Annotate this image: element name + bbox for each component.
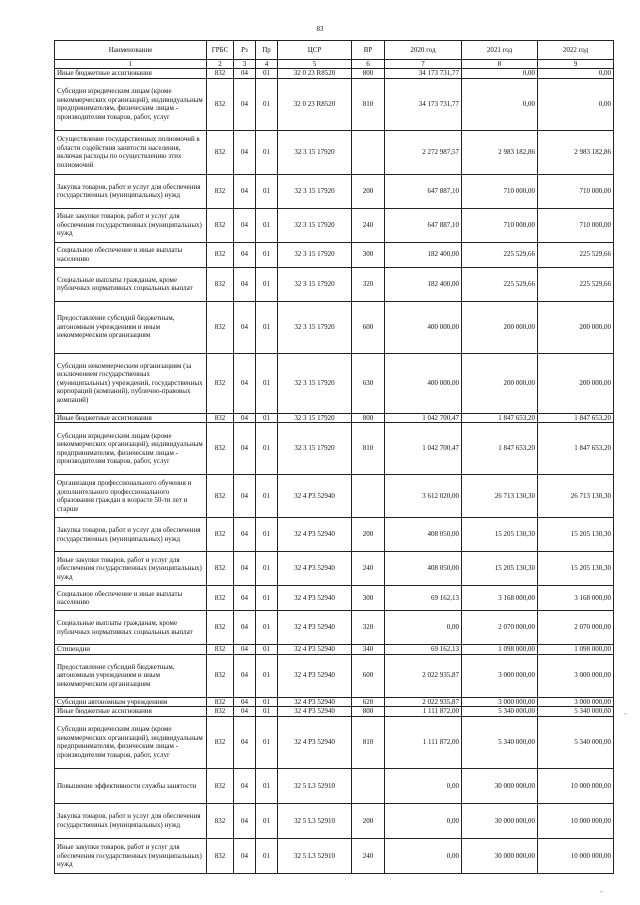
cell-vr: 800 <box>352 707 385 717</box>
cell-rz: 04 <box>234 301 256 353</box>
cell-2021: 200 000,00 <box>462 301 538 353</box>
table-row <box>55 518 614 552</box>
budget-table <box>54 40 614 874</box>
table-row <box>55 716 614 768</box>
cell-name: Закупка товаров, работ и услуг для обеспечения государственных (муниципальных) нужд <box>55 174 207 208</box>
cell-rz: 04 <box>234 552 256 586</box>
header-2020: 2020 год <box>385 41 462 60</box>
cell-rz: 04 <box>234 267 256 301</box>
cell-rz: 04 <box>234 413 256 423</box>
cell-pr: 01 <box>256 242 278 267</box>
cell-csr: 32 4 P3 52940 <box>278 611 352 645</box>
cell-pr: 01 <box>256 69 278 79</box>
header-pr: Пр <box>256 41 278 60</box>
cell-2022: 1 847 653,20 <box>538 423 614 475</box>
cell-pr: 01 <box>256 654 278 697</box>
cell-csr: 32 0 23 R8520 <box>278 78 352 130</box>
column-number-row <box>55 60 614 69</box>
cell-grbs: 832 <box>207 518 234 552</box>
cell-2022: 225 529,66 <box>538 242 614 267</box>
scan-mark-right: ~ <box>624 712 628 718</box>
cell-csr: 32 4 P3 52940 <box>278 475 352 518</box>
cell-name: Иные бюджетные ассигнования <box>55 413 207 423</box>
cell-pr: 01 <box>256 611 278 645</box>
cell-pr: 01 <box>256 413 278 423</box>
cell-2020: 182 400,00 <box>385 267 462 301</box>
cell-rz: 04 <box>234 423 256 475</box>
cell-rz: 04 <box>234 645 256 655</box>
cell-rz: 04 <box>234 174 256 208</box>
cell-csr: 32 3 15 17920 <box>278 130 352 174</box>
cell-2021: 1 098 000,00 <box>462 645 538 655</box>
cell-pr: 01 <box>256 716 278 768</box>
cell-grbs: 832 <box>207 353 234 413</box>
cell-2020: 1 111 872,00 <box>385 716 462 768</box>
cell-name: Стипендии <box>55 645 207 655</box>
cell-2021: 710 000,00 <box>462 208 538 242</box>
table-row <box>55 697 614 707</box>
cell-csr: 32 3 15 17920 <box>278 242 352 267</box>
cell-2022: 26 713 130,30 <box>538 475 614 518</box>
cell-vr: 240 <box>352 208 385 242</box>
header-2022: 2022 год <box>538 41 614 60</box>
cell-grbs: 832 <box>207 267 234 301</box>
header-grbs: ГРБС <box>207 41 234 60</box>
cell-2022: 710 000,00 <box>538 208 614 242</box>
cell-csr: 32 3 15 17920 <box>278 174 352 208</box>
cell-name: Субсидии юридическим лицам (кроме некоммерческих организаций), индивидуальным предпринимателям, физическим лицам - производителям товаров, работ, услуг <box>55 423 207 475</box>
cell-vr: 630 <box>352 353 385 413</box>
cell-2020: 408 050,00 <box>385 518 462 552</box>
cell-rz: 04 <box>234 69 256 79</box>
cell-grbs: 832 <box>207 611 234 645</box>
cell-2020: 34 173 731,77 <box>385 69 462 79</box>
cell-csr: 32 4 P3 52940 <box>278 707 352 717</box>
table-row <box>55 301 614 353</box>
header-name: Наименование <box>55 41 207 60</box>
header-csr: ЦСР <box>278 41 352 60</box>
cell-2021: 0,00 <box>462 69 538 79</box>
cell-2021: 15 205 130,30 <box>462 552 538 586</box>
cell-2021: 1 847 653,20 <box>462 413 538 423</box>
table-header <box>55 41 614 69</box>
cell-grbs: 832 <box>207 423 234 475</box>
cell-name: Социальное обеспечение и иные выплаты населению <box>55 586 207 611</box>
cell-pr: 01 <box>256 697 278 707</box>
cell-pr: 01 <box>256 838 278 873</box>
cell-2022: 225 529,66 <box>538 267 614 301</box>
cell-pr: 01 <box>256 552 278 586</box>
cell-name: Иные закупки товаров, работ и услуг для обеспечения государственных (муниципальных) нужд <box>55 208 207 242</box>
cell-2021: 3 000 000,00 <box>462 654 538 697</box>
cell-name: Иные бюджетные ассигнования <box>55 69 207 79</box>
cell-pr: 01 <box>256 208 278 242</box>
cell-pr: 01 <box>256 174 278 208</box>
table-row <box>55 423 614 475</box>
cell-2022: 0,00 <box>538 78 614 130</box>
cell-2021: 3 000 000,00 <box>462 697 538 707</box>
column-number: 7 <box>385 60 462 69</box>
column-number: 5 <box>278 60 352 69</box>
cell-name: Субсидии юридическим лицам (кроме некоммерческих организаций), индивидуальным предпринимателям, физическим лицам - производителям товаров, работ, услуг <box>55 78 207 130</box>
cell-grbs: 832 <box>207 130 234 174</box>
cell-2020: 647 887,10 <box>385 174 462 208</box>
table-row <box>55 267 614 301</box>
cell-2020: 0,00 <box>385 768 462 803</box>
table-row <box>55 69 614 79</box>
cell-csr: 32 3 15 17920 <box>278 423 352 475</box>
cell-csr: 32 4 P3 52940 <box>278 716 352 768</box>
cell-csr: 32 5 L3 52910 <box>278 768 352 803</box>
cell-rz: 04 <box>234 475 256 518</box>
cell-rz: 04 <box>234 130 256 174</box>
cell-grbs: 832 <box>207 707 234 717</box>
column-number: 6 <box>352 60 385 69</box>
cell-2020: 2 022 935,87 <box>385 654 462 697</box>
cell-grbs: 832 <box>207 174 234 208</box>
cell-rz: 04 <box>234 611 256 645</box>
cell-csr: 32 4 P3 52940 <box>278 697 352 707</box>
cell-pr: 01 <box>256 803 278 838</box>
cell-2022: 10 000 000,00 <box>538 838 614 873</box>
cell-grbs: 832 <box>207 208 234 242</box>
cell-rz: 04 <box>234 707 256 717</box>
cell-name: Иные закупки товаров, работ и услуг для обеспечения государственных (муниципальных) нужд <box>55 552 207 586</box>
column-number: 2 <box>207 60 234 69</box>
cell-rz: 04 <box>234 654 256 697</box>
cell-name: Организация профессионального обучения и дополнительного профессионального образования граждан в возрасте 50-ти лет и старше <box>55 475 207 518</box>
cell-2021: 15 205 130,30 <box>462 518 538 552</box>
cell-vr: 320 <box>352 267 385 301</box>
cell-rz: 04 <box>234 768 256 803</box>
cell-name: Повышение эффективности службы занятости <box>55 768 207 803</box>
cell-2020: 69 162,13 <box>385 645 462 655</box>
cell-2022: 710 000,00 <box>538 174 614 208</box>
cell-rz: 04 <box>234 838 256 873</box>
table-row <box>55 130 614 174</box>
cell-grbs: 832 <box>207 654 234 697</box>
cell-2020: 0,00 <box>385 838 462 873</box>
cell-csr: 32 3 15 17920 <box>278 301 352 353</box>
cell-2022: 15 205 130,30 <box>538 552 614 586</box>
cell-grbs: 832 <box>207 697 234 707</box>
header-2021: 2021 год <box>462 41 538 60</box>
cell-pr: 01 <box>256 645 278 655</box>
header-row <box>55 41 614 60</box>
cell-rz: 04 <box>234 518 256 552</box>
cell-name: Социальные выплаты гражданам, кроме публичных нормативных социальных выплат <box>55 267 207 301</box>
cell-2020: 2 022 935,87 <box>385 697 462 707</box>
table-row <box>55 803 614 838</box>
cell-vr: 300 <box>352 586 385 611</box>
cell-2021: 225 529,66 <box>462 242 538 267</box>
cell-name: Иные закупки товаров, работ и услуг для обеспечения государственных (муниципальных) нужд <box>55 838 207 873</box>
cell-name: Предоставление субсидий бюджетным, автономным учреждениям и иным некоммерческим организациям <box>55 301 207 353</box>
cell-2022: 200 000,00 <box>538 353 614 413</box>
table-row <box>55 645 614 655</box>
cell-name: Предоставление субсидий бюджетным, автономным учреждениям и иным некоммерческим организациям <box>55 654 207 697</box>
cell-2021: 5 340 000,00 <box>462 707 538 717</box>
cell-vr: 240 <box>352 838 385 873</box>
cell-rz: 04 <box>234 242 256 267</box>
column-number: 3 <box>234 60 256 69</box>
header-rz: Рз <box>234 41 256 60</box>
cell-2020: 2 272 987,57 <box>385 130 462 174</box>
table-row <box>55 707 614 717</box>
cell-vr: 620 <box>352 697 385 707</box>
cell-name: Осуществление государственных полномочий в области содействия занятости населения, включая расходы по осуществлению этих полномочий <box>55 130 207 174</box>
cell-grbs: 832 <box>207 242 234 267</box>
cell-csr: 32 5 L3 52910 <box>278 838 352 873</box>
cell-2022: 5 340 000,00 <box>538 707 614 717</box>
cell-pr: 01 <box>256 353 278 413</box>
cell-2022: 200 000,00 <box>538 301 614 353</box>
cell-rz: 04 <box>234 803 256 838</box>
cell-pr: 01 <box>256 475 278 518</box>
cell-vr <box>352 475 385 518</box>
cell-name: Субсидии юридическим лицам (кроме некоммерческих организаций), индивидуальным предпринимателям, физическим лицам - производителям товаров, работ, услуг <box>55 716 207 768</box>
scan-mark-bottom: ~ <box>600 890 604 896</box>
cell-vr <box>352 768 385 803</box>
cell-grbs: 832 <box>207 78 234 130</box>
cell-grbs: 832 <box>207 803 234 838</box>
cell-2021: 710 000,00 <box>462 174 538 208</box>
cell-csr: 32 4 P3 52940 <box>278 552 352 586</box>
table-row <box>55 611 614 645</box>
cell-name: Социальные выплаты гражданам, кроме публичных нормативных социальных выплат <box>55 611 207 645</box>
cell-grbs: 832 <box>207 838 234 873</box>
cell-2021: 30 000 000,00 <box>462 803 538 838</box>
table-row <box>55 552 614 586</box>
column-number: 4 <box>256 60 278 69</box>
cell-2021: 26 713 130,30 <box>462 475 538 518</box>
cell-2021: 3 168 000,00 <box>462 586 538 611</box>
table-row <box>55 654 614 697</box>
cell-vr: 240 <box>352 552 385 586</box>
table-row <box>55 413 614 423</box>
cell-2021: 5 340 000,00 <box>462 716 538 768</box>
cell-grbs: 832 <box>207 645 234 655</box>
cell-pr: 01 <box>256 586 278 611</box>
cell-vr: 200 <box>352 174 385 208</box>
cell-csr: 32 4 P3 52940 <box>278 586 352 611</box>
cell-rz: 04 <box>234 586 256 611</box>
cell-2022: 0,00 <box>538 69 614 79</box>
cell-2021: 200 000,00 <box>462 353 538 413</box>
table-body <box>55 69 614 874</box>
cell-csr: 32 3 15 17920 <box>278 353 352 413</box>
cell-2021: 0,00 <box>462 78 538 130</box>
cell-2022: 3 168 000,00 <box>538 586 614 611</box>
cell-pr: 01 <box>256 518 278 552</box>
cell-2020: 69 162,13 <box>385 586 462 611</box>
cell-csr: 32 4 P3 52940 <box>278 654 352 697</box>
cell-vr: 600 <box>352 654 385 697</box>
cell-pr: 01 <box>256 78 278 130</box>
cell-csr: 32 0 23 R8520 <box>278 69 352 79</box>
cell-pr: 01 <box>256 301 278 353</box>
cell-name: Субсидии некоммерческим организациям (за исключением государственных (муниципальных) учреждений, государственных корпораций (компаний), публично-правовых компаний) <box>55 353 207 413</box>
cell-rz: 04 <box>234 208 256 242</box>
cell-csr: 32 3 15 17920 <box>278 267 352 301</box>
cell-2022: 2 983 182,86 <box>538 130 614 174</box>
cell-vr: 810 <box>352 78 385 130</box>
cell-2021: 2 983 182,86 <box>462 130 538 174</box>
cell-rz: 04 <box>234 697 256 707</box>
cell-vr: 300 <box>352 242 385 267</box>
cell-name: Закупка товаров, работ и услуг для обеспечения государственных (муниципальных) нужд <box>55 518 207 552</box>
cell-rz: 04 <box>234 353 256 413</box>
cell-rz: 04 <box>234 716 256 768</box>
cell-vr <box>352 130 385 174</box>
cell-2020: 408 050,00 <box>385 552 462 586</box>
cell-pr: 01 <box>256 423 278 475</box>
cell-grbs: 832 <box>207 475 234 518</box>
cell-2021: 1 847 653,20 <box>462 423 538 475</box>
cell-2022: 10 000 000,00 <box>538 768 614 803</box>
column-number: 8 <box>462 60 538 69</box>
table-row <box>55 353 614 413</box>
cell-2020: 3 612 020,00 <box>385 475 462 518</box>
cell-vr: 200 <box>352 518 385 552</box>
cell-2020: 0,00 <box>385 803 462 838</box>
cell-csr: 32 5 L3 52910 <box>278 803 352 838</box>
cell-grbs: 832 <box>207 552 234 586</box>
cell-csr: 32 4 P3 52940 <box>278 518 352 552</box>
cell-vr: 800 <box>352 413 385 423</box>
cell-2020: 182 400,00 <box>385 242 462 267</box>
cell-vr: 600 <box>352 301 385 353</box>
cell-2022: 1 847 653,20 <box>538 413 614 423</box>
cell-csr: 32 3 15 17920 <box>278 413 352 423</box>
cell-rz: 04 <box>234 78 256 130</box>
cell-name: Закупка товаров, работ и услуг для обеспечения государственных (муниципальных) нужд <box>55 803 207 838</box>
cell-2020: 1 042 700,47 <box>385 423 462 475</box>
cell-name: Субсидии автономным учреждениям <box>55 697 207 707</box>
table-row <box>55 242 614 267</box>
cell-2022: 5 340 000,00 <box>538 716 614 768</box>
cell-2021: 2 070 000,00 <box>462 611 538 645</box>
column-number: 9 <box>538 60 614 69</box>
cell-csr: 32 4 P3 52940 <box>278 645 352 655</box>
cell-grbs: 832 <box>207 301 234 353</box>
cell-grbs: 832 <box>207 716 234 768</box>
cell-2022: 10 000 000,00 <box>538 803 614 838</box>
cell-2020: 400 000,00 <box>385 301 462 353</box>
cell-2020: 400 000,00 <box>385 353 462 413</box>
cell-vr: 810 <box>352 423 385 475</box>
cell-vr: 320 <box>352 611 385 645</box>
cell-vr: 800 <box>352 69 385 79</box>
cell-pr: 01 <box>256 768 278 803</box>
cell-2020: 1 111 872,00 <box>385 707 462 717</box>
cell-name: Социальное обеспечение и иные выплаты населению <box>55 242 207 267</box>
cell-vr: 810 <box>352 716 385 768</box>
table-row <box>55 768 614 803</box>
cell-pr: 01 <box>256 707 278 717</box>
cell-2022: 3 000 000,00 <box>538 654 614 697</box>
table-row <box>55 174 614 208</box>
cell-name: Иные бюджетные ассигнования <box>55 707 207 717</box>
cell-2022: 3 000 000,00 <box>538 697 614 707</box>
cell-2022: 15 205 130,30 <box>538 518 614 552</box>
cell-2021: 30 000 000,00 <box>462 768 538 803</box>
cell-2022: 1 098 000,00 <box>538 645 614 655</box>
cell-grbs: 832 <box>207 413 234 423</box>
table-row <box>55 78 614 130</box>
cell-2020: 647 887,10 <box>385 208 462 242</box>
table-row <box>55 208 614 242</box>
cell-2020: 34 173 731,77 <box>385 78 462 130</box>
header-vr: ВР <box>352 41 385 60</box>
cell-csr: 32 3 15 17920 <box>278 208 352 242</box>
page-number: 83 <box>316 25 324 33</box>
cell-grbs: 832 <box>207 69 234 79</box>
column-number: 1 <box>55 60 207 69</box>
table-row <box>55 586 614 611</box>
cell-vr: 340 <box>352 645 385 655</box>
cell-2022: 2 070 000,00 <box>538 611 614 645</box>
cell-grbs: 832 <box>207 768 234 803</box>
cell-2021: 30 000 000,00 <box>462 838 538 873</box>
table-row <box>55 838 614 873</box>
cell-pr: 01 <box>256 267 278 301</box>
table-row <box>55 475 614 518</box>
cell-grbs: 832 <box>207 586 234 611</box>
cell-2021: 225 529,66 <box>462 267 538 301</box>
cell-2020: 1 042 700,47 <box>385 413 462 423</box>
cell-vr: 200 <box>352 803 385 838</box>
cell-2020: 0,00 <box>385 611 462 645</box>
cell-pr: 01 <box>256 130 278 174</box>
